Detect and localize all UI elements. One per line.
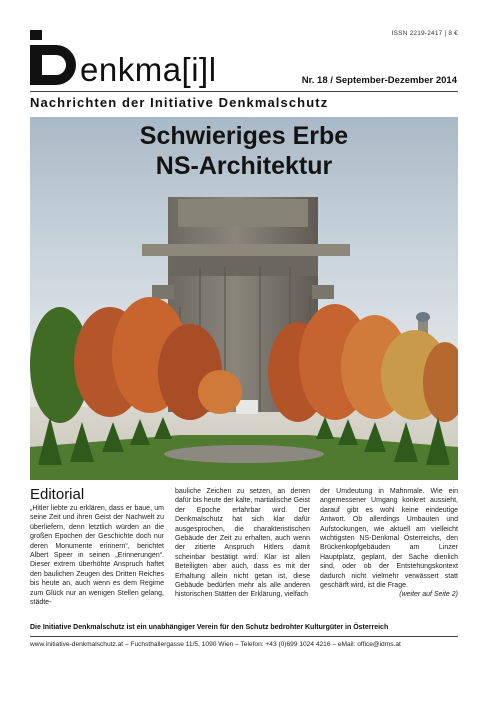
editorial-heading: Editorial xyxy=(30,486,85,503)
editorial-column-2: bauliche Zeichen zu setzen, an denen dafür bis heute der kalte, martialische Geist der Epoche erfahrbar wird. Der Denkmalschutz hat sich klar dafür ausgesprochen, die charakteristischen Gebäude der Zeit zu erhalten, auch wenn der zitierte Anspruch Hitlers damit scheinbar bestätigt wird. Klar ist allen Beteiligten aber auch, dass es mit der Erhaltung allein nicht getan ist, diese Gebäude bedürfen mehr als alle anderen historischen Stätten der Erklärung, vielfach xyxy=(175,488,310,599)
central-basin xyxy=(164,445,324,463)
editorial-column-3 xyxy=(320,487,458,600)
cover-headline xyxy=(30,121,458,181)
header-rule xyxy=(30,91,458,92)
continued-link[interactable]: (weiter auf Seite 2) xyxy=(399,591,458,599)
headline-line-2: NS-Architektur xyxy=(155,152,333,180)
issue-number: Nr. 18 / September-Dezember 2014 xyxy=(301,75,457,86)
headline-line-1: Schwieriges Erbe xyxy=(139,122,349,150)
logo-d-bowl xyxy=(36,45,76,85)
logo-wordmark: enkma[i]l xyxy=(80,51,217,88)
contact-line: www.initiative-denkmalschutz.at – Fuchsthallergasse 11/5, 1090 Wien – Telefon: +43 (0)699 1024 4216 – eMail: office@idms.at xyxy=(30,641,401,648)
denkmail-logo xyxy=(30,30,230,90)
footer-rule xyxy=(30,636,458,637)
issn-label: ISSN 2219-2417 | 8 € xyxy=(391,30,458,37)
logo-i-dot xyxy=(30,30,42,40)
editorial-column-1: „Hitler liebte zu erklären, dass er baue, um seine Zeit und ihren Geist der Nachwelt zu überliefern, denn letztlich würden an die großen Epochen der Geschichte doch nur deren Monumente erinnern“, berichtet Albert Speer in seinen „Erinnerungen“. Dieser extrem überhöhte Anspruch haftet den baulichen Zeugen des Dritten Reiches bis heute an, auch wenn es dem Regime zum Glück nur an wenigen Stellen gelang, städte- xyxy=(30,505,164,607)
footer-statement: Die Initiative Denkmalschutz ist ein unabhängiger Verein für den Schutz bedrohter Kulturgüter in Österreich xyxy=(30,624,389,631)
newsletter-subtitle: Nachrichten der Initiative Denkmalschutz xyxy=(30,95,329,110)
editorial-column-3-text: der Umdeutung in Mahnmale. Wie ein angemessener Umgang konkret aussieht, darauf gibt es wohl keine eindeutige Antwort. Ob allerdings Umbauten und Aufstockungen, wie aktuell am vielleicht wichtigsten NS-Denkmal Österreichs, den Brückenkopfgebäuden am Linzer Hauptplatz, geplant, der Sache dienlich sind, oder ob der Entstehungskontext dadurch nicht vielmehr verwässert statt geschärft wird, ist die Frage. xyxy=(320,488,458,590)
